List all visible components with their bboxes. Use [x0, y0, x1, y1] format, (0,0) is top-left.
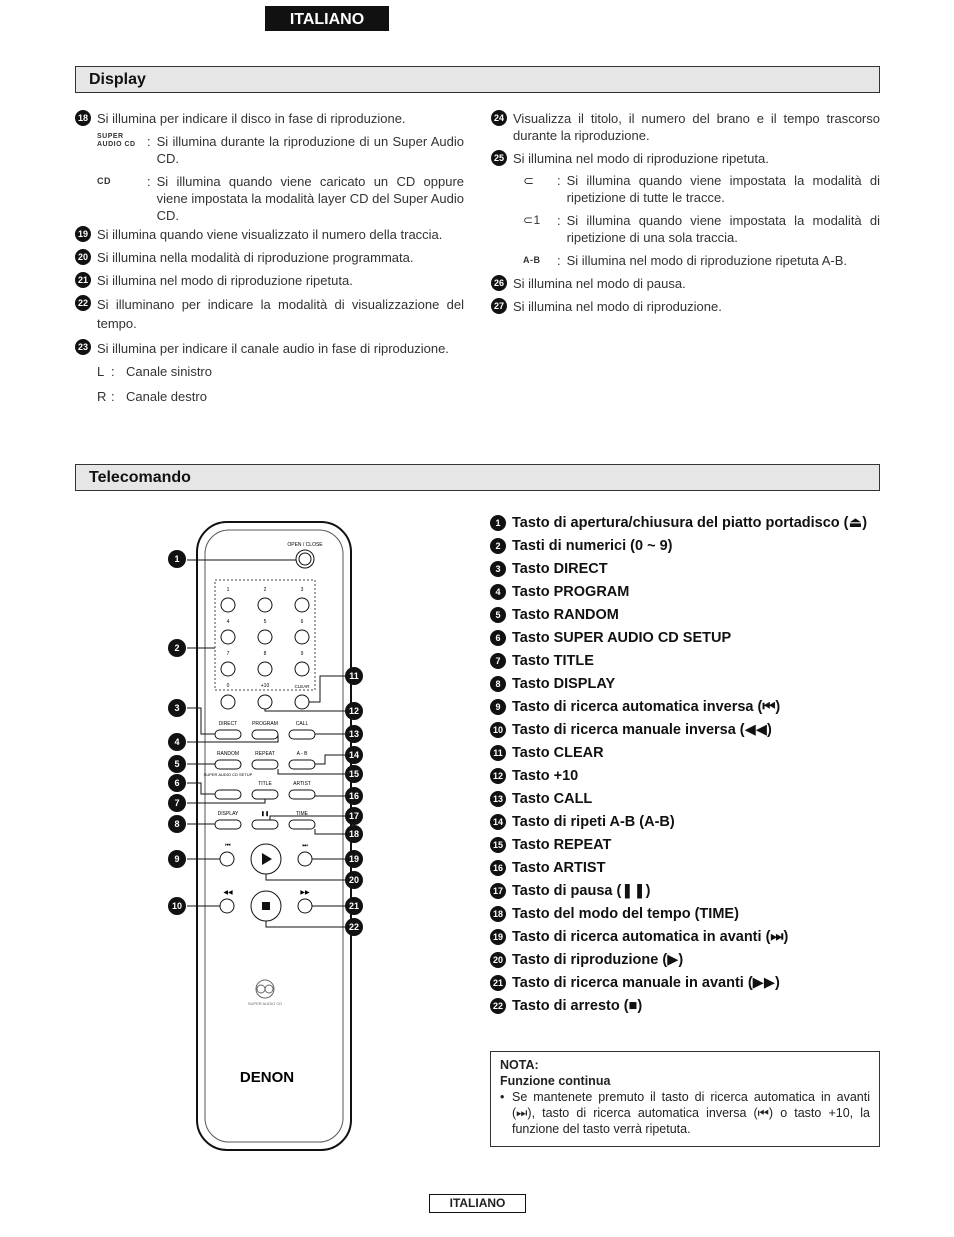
item-text: Visualizza il titolo, il numero del brano e il tempo trascorso durante la riproduzione.	[513, 111, 880, 143]
callout-15: 15	[345, 765, 363, 783]
item-text: Tasto del modo del tempo (TIME)	[512, 906, 739, 922]
denon-logo: DENON	[239, 1069, 295, 1086]
channel-text: Canale sinistro	[126, 364, 212, 379]
nota-bullet	[500, 1089, 870, 1137]
callout-4: 4	[168, 733, 186, 751]
callout-3: 3	[168, 699, 186, 717]
display-item-27	[491, 298, 880, 315]
key-label-9: 9	[300, 651, 304, 657]
item-text: Tasto SUPER AUDIO CD SETUP	[512, 630, 732, 646]
display-item-23	[75, 339, 464, 406]
sacd-logo-text: SUPER AUDIO CD	[247, 1001, 283, 1006]
callout-18: 18	[345, 825, 363, 843]
channel-left: L : Canale sinistro	[97, 364, 212, 379]
remote-item-5	[490, 606, 880, 624]
open-close-label: OPEN / CLOSE	[287, 542, 323, 548]
remote-item-13	[490, 790, 880, 808]
indicator-repeat-all: ⊂ : Si illumina quando viene impostata la modalità di ripetizione di tutte le tracce.	[523, 173, 880, 205]
indicator-repeat-ab: A-B : Si illumina nel modo di riproduzione ripetuta A-B.	[523, 252, 880, 269]
sub-text: Si illumina quando viene impostata la modalità di ripetizione di tutte le tracce.	[566, 173, 880, 205]
number-badge: 11	[490, 745, 506, 761]
nota-subtitle: Funzione continua	[500, 1074, 611, 1088]
remote-item-17	[490, 882, 880, 900]
label-direct: DIRECT	[218, 721, 238, 727]
number-badge: 19	[75, 226, 91, 242]
remote-item-12	[490, 767, 880, 785]
item-text: Tasto di ricerca manuale inversa (◀◀)	[512, 722, 772, 738]
rewind-icon: ◀◀	[223, 890, 233, 896]
remote-key-list	[490, 514, 880, 1020]
number-badge: 10	[490, 722, 506, 738]
item-text: Tasto ARTIST	[512, 860, 606, 876]
nota-title: NOTA:	[500, 1058, 539, 1072]
remote-item-1	[490, 514, 880, 532]
number-badge: 4	[490, 584, 506, 600]
callout-21: 21	[345, 897, 363, 915]
item-text: Tasto CALL	[512, 791, 593, 807]
sub-text: Si illumina nel modo di riproduzione ripetuta A-B.	[566, 253, 847, 268]
item-text: Tasto di apertura/chiusura del piatto portadisco (⏏)	[512, 515, 868, 531]
item-text: Tasti di numerici (0 ~ 9)	[512, 538, 673, 554]
number-badge: 13	[490, 791, 506, 807]
remote-item-22	[490, 997, 880, 1015]
nota-box	[490, 1051, 880, 1147]
label-title: TITLE	[258, 781, 272, 787]
indicator-repeat-one: ⊂1 : Si illumina quando viene impostata la modalità di ripetizione di una sola traccia.	[523, 213, 880, 245]
item-text: Tasto +10	[512, 768, 579, 784]
key-label-plus10: +10	[260, 683, 270, 689]
key-label-1: 1	[226, 587, 230, 593]
remote-item-7	[490, 652, 880, 670]
item-text: Tasto DIRECT	[512, 561, 608, 577]
item-text: Si illuminano per indicare la modalità di visualizzazione del tempo.	[97, 297, 464, 331]
key-label-5: 5	[263, 619, 267, 625]
callout-1: 1	[168, 550, 186, 568]
item-text: Tasto di ricerca automatica in avanti (⏭)	[512, 929, 789, 945]
number-badge: 20	[75, 249, 91, 265]
number-badge: 16	[490, 860, 506, 876]
sub-text: Si illumina durante la riproduzione di un Super Audio CD.	[156, 134, 464, 166]
callout-19: 19	[345, 850, 363, 868]
item-text: Si illumina nel modo di riproduzione.	[513, 299, 722, 314]
item-text: Tasto PROGRAM	[512, 584, 630, 600]
item-text: Tasto di pausa (❚❚)	[512, 883, 651, 899]
number-badge: 22	[490, 998, 506, 1014]
item-text: Tasto CLEAR	[512, 745, 604, 761]
callout-7: 7	[168, 794, 186, 812]
display-item-22	[75, 295, 464, 333]
remote-item-14	[490, 813, 880, 831]
channel-key: L	[97, 364, 105, 379]
display-right-column	[491, 110, 880, 321]
number-badge: 12	[490, 768, 506, 784]
key-label-0: 0	[226, 683, 230, 689]
display-left-column	[75, 110, 464, 412]
item-text: Tasto DISPLAY	[512, 676, 616, 692]
number-badge: 18	[75, 110, 91, 126]
number-badge: 22	[75, 295, 91, 311]
key-label-8: 8	[263, 651, 267, 657]
item-text: Si illumina quando viene visualizzato il numero della traccia.	[97, 227, 443, 242]
key-label-7: 7	[226, 651, 230, 657]
number-badge: 2	[490, 538, 506, 554]
callout-20: 20	[345, 871, 363, 889]
item-text: Si illumina per indicare il canale audio in fase di riproduzione.	[97, 341, 449, 356]
item-text: Tasto RANDOM	[512, 607, 619, 623]
remote-item-19	[490, 928, 880, 946]
remote-control-illustration	[165, 514, 365, 1154]
remote-item-3	[490, 560, 880, 578]
callout-14: 14	[345, 746, 363, 764]
display-item-20	[75, 249, 464, 266]
repeat-one-icon: ⊂1	[523, 213, 541, 227]
remote-item-11	[490, 744, 880, 762]
number-badge: 1	[490, 515, 506, 531]
remote-item-8	[490, 675, 880, 693]
remote-item-18	[490, 905, 880, 923]
callout-17: 17	[345, 807, 363, 825]
remote-item-9	[490, 698, 880, 716]
label-time: TIME	[296, 811, 308, 817]
number-badge: 26	[491, 275, 507, 291]
label-pause: ❚❚	[260, 811, 270, 817]
section-title-telecomando: Telecomando	[75, 464, 880, 491]
sacd-indicator-icon: SUPER AUDIO CD	[97, 133, 136, 148]
remote-item-15	[490, 836, 880, 854]
language-tab: ITALIANO	[265, 6, 389, 31]
indicator-sacd: SUPER AUDIO CD : Si illumina durante la riproduzione di un Super Audio CD.	[97, 133, 464, 166]
key-label-clear: CLEAR	[294, 684, 310, 689]
number-badge: 27	[491, 298, 507, 314]
stop-icon	[262, 902, 270, 910]
fast-forward-icon: ▶▶	[300, 890, 310, 896]
item-text: Tasto di arresto (■)	[512, 998, 643, 1014]
label-display: DISPLAY	[217, 811, 239, 817]
item-text: Tasto di ricerca manuale in avanti (▶▶)	[512, 975, 780, 991]
remote-item-2	[490, 537, 880, 555]
number-badge: 23	[75, 339, 91, 355]
number-badge: 21	[75, 272, 91, 288]
section-title-display: Display	[75, 66, 880, 93]
callout-9: 9	[168, 850, 186, 868]
label-repeat: REPEAT	[255, 751, 275, 757]
remote-body	[197, 522, 351, 1150]
channel-key: R	[97, 389, 107, 404]
callout-11: 11	[345, 667, 363, 685]
label-random: RANDOM	[216, 751, 240, 757]
cd-indicator-icon: CD	[97, 176, 111, 186]
item-text: Tasto di ripeti A-B (A-B)	[512, 814, 675, 830]
number-badge: 6	[490, 630, 506, 646]
key-label-4: 4	[226, 619, 230, 625]
skip-back-icon: ⏮	[225, 843, 231, 849]
number-badge: 21	[490, 975, 506, 991]
item-text: Si illumina nella modalità di riproduzione programmata.	[97, 250, 414, 265]
repeat-ab-icon: A-B	[523, 255, 541, 265]
label-ab: A - B	[296, 751, 308, 757]
item-text: Si illumina nel modo di pausa.	[513, 276, 686, 291]
callout-6: 6	[168, 774, 186, 792]
remote-item-6	[490, 629, 880, 647]
number-badge: 24	[491, 110, 507, 126]
channel-text: Canale destro	[126, 389, 207, 404]
display-item-19	[75, 226, 464, 243]
item-text: Tasto di riproduzione (▶)	[512, 952, 684, 968]
remote-item-16	[490, 859, 880, 877]
number-badge: 19	[490, 929, 506, 945]
channel-right: R : Canale destro	[97, 389, 207, 404]
number-badge: 5	[490, 607, 506, 623]
number-badge: 17	[490, 883, 506, 899]
callout-12: 12	[345, 702, 363, 720]
footer-language-label: ITALIANO	[429, 1194, 526, 1213]
number-badge: 20	[490, 952, 506, 968]
number-badge: 15	[490, 837, 506, 853]
key-label-2: 2	[263, 587, 267, 593]
callout-22: 22	[345, 918, 363, 936]
callout-8: 8	[168, 815, 186, 833]
key-label-6: 6	[300, 619, 304, 625]
display-item-24	[491, 110, 880, 144]
number-badge: 8	[490, 676, 506, 692]
nota-bullet-text: Se mantenete premuto il tasto di ricerca automatica in avanti (⏭), tasto di ricerca automatica inversa (⏮) o tasto +10, la funzione del tasto verrà ripetuta.	[512, 1090, 870, 1136]
number-badge: 9	[490, 699, 506, 715]
remote-item-20	[490, 951, 880, 969]
number-badge: 7	[490, 653, 506, 669]
callout-2: 2	[168, 639, 186, 657]
sub-text: Si illumina quando viene caricato un CD oppure viene impostata la modalità layer CD del Super Audio CD.	[156, 174, 464, 223]
label-artist: ARTIST	[293, 781, 311, 787]
callout-5: 5	[168, 755, 186, 773]
indicator-cd: CD : Si illumina quando viene caricato un CD oppure viene impostata la modalità layer CD del Super Audio CD.	[97, 174, 464, 223]
bullet-icon: •	[500, 1090, 505, 1104]
label-call: CALL	[295, 721, 309, 727]
display-item-21	[75, 272, 464, 289]
display-item-18	[75, 110, 464, 224]
number-badge: 18	[490, 906, 506, 922]
number-badge: 25	[491, 150, 507, 166]
callout-10: 10	[168, 897, 186, 915]
number-badge: 14	[490, 814, 506, 830]
label-sacd-setup: SUPER AUDIO CD SETUP	[203, 772, 253, 777]
item-text: Si illumina nel modo di riproduzione ripetuta.	[97, 273, 353, 288]
display-item-26	[491, 275, 880, 292]
item-text: Tasto di ricerca automatica inversa (⏮)	[512, 699, 781, 715]
label-program: PROGRAM	[252, 721, 278, 727]
item-text: Si illumina per indicare il disco in fase di riproduzione.	[97, 111, 406, 126]
skip-forward-icon: ⏭	[302, 843, 308, 849]
item-text: Tasto REPEAT	[512, 837, 612, 853]
remote-item-21	[490, 974, 880, 992]
key-label-3: 3	[300, 587, 304, 593]
remote-item-10	[490, 721, 880, 739]
callout-13: 13	[345, 725, 363, 743]
item-text: Si illumina nel modo di riproduzione ripetuta.	[513, 151, 769, 166]
number-badge: 3	[490, 561, 506, 577]
repeat-all-icon: ⊂	[523, 173, 535, 188]
remote-item-4	[490, 583, 880, 601]
item-text: Tasto TITLE	[512, 653, 594, 669]
sub-text: Si illumina quando viene impostata la modalità di ripetizione di una sola traccia.	[566, 213, 880, 245]
callout-16: 16	[345, 787, 363, 805]
display-item-25	[491, 150, 880, 269]
